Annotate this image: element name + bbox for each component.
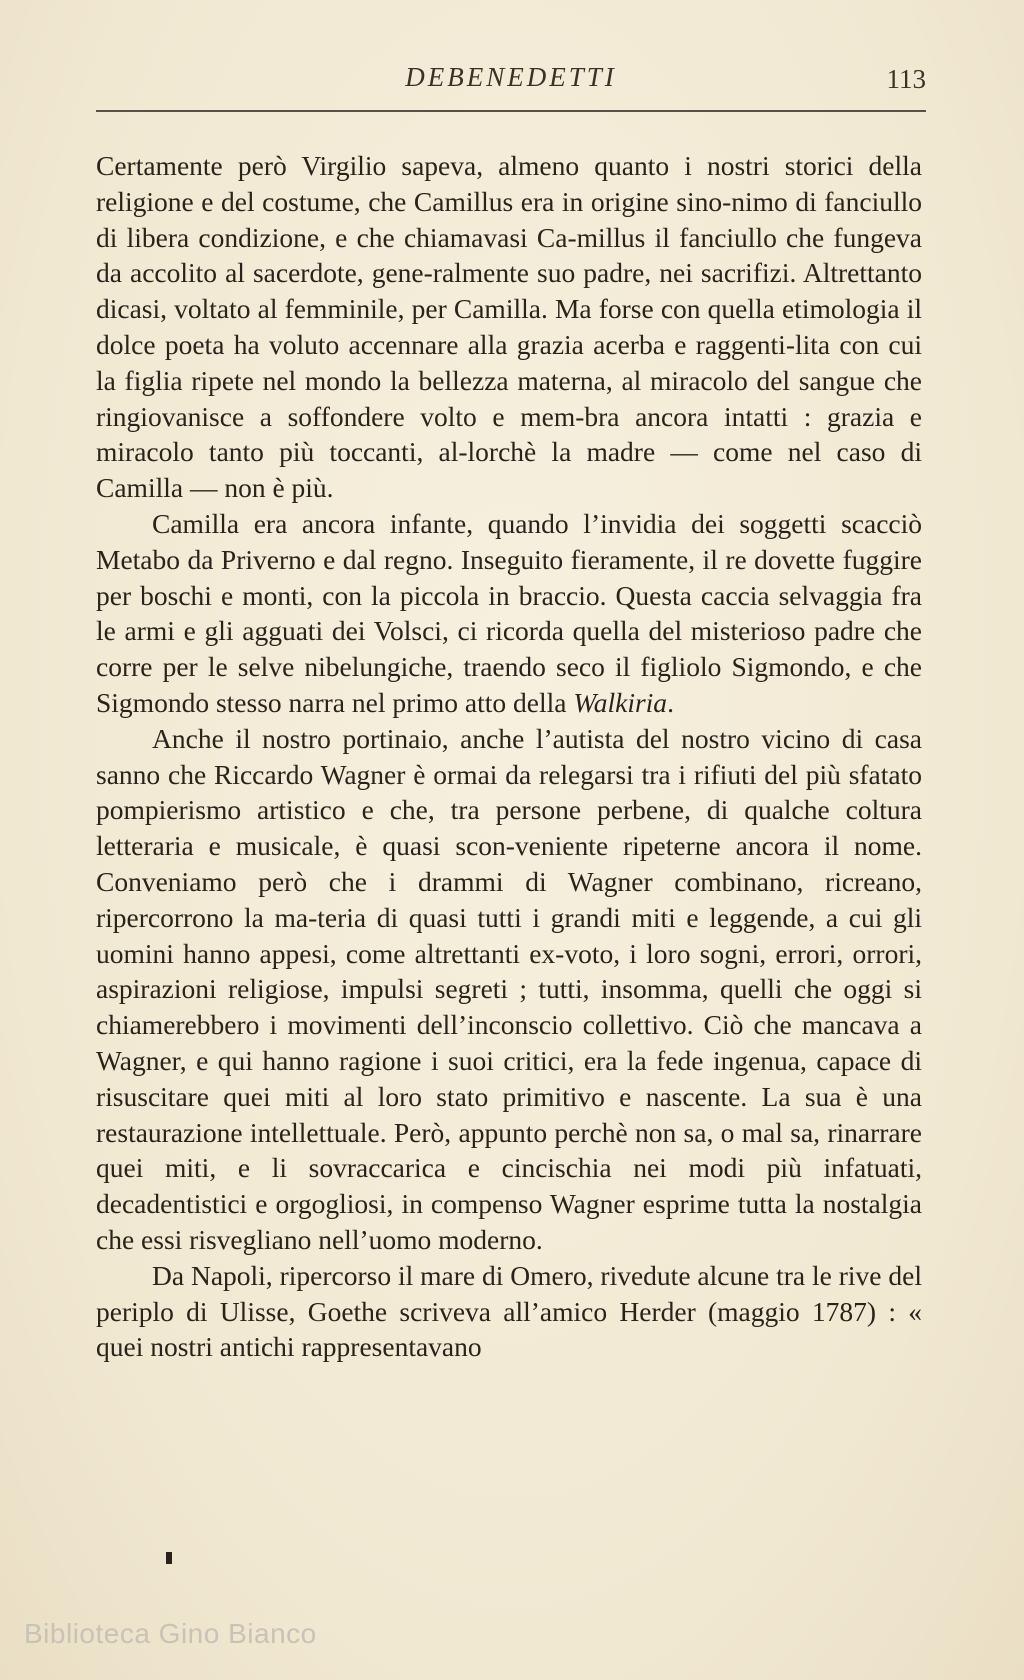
paragraph-1: Certamente però Virgilio sapeva, almeno quanto i nostri storici della religione e del costume, che Camillus era in origine sino-nimo di fanciullo di libera condizione, e che chiamavasi Ca-millus il fanciullo che fungeva da accolito al sacerdote, gene-ralmente suo padre, nei sacrifizi. Altrettanto dicasi, voltato al femminile, per Camilla. Ma forse con quella etimologia il dolce poeta ha voluto accennare alla grazia acerba e raggenti-lita con cui la figlia ripete nel mondo la bellezza materna, al miracolo del sangue che ringiovanisce a soffondere volto e mem-bra ancora intatti : grazia e miracolo tanto più toccanti, al-lorchè la madre — come nel caso di Camilla — non è più. — [96, 150, 922, 504]
paragraph-2-text: Camilla era ancora infante, quando l’invidia dei soggetti scacciò Metabo da Priverno e dal regno. Inseguito fieramente, il re dovette fuggire per boschi e monti, con la piccola in braccio. Questa caccia selvaggia fra le armi e gli agguati dei Volsci, ci ricorda quella del misterioso padre che corre per le selve nibelungiche, traendo seco il figliolo Sigmondo, e che Sigmondo stesso narra nel primo atto della — [96, 507, 922, 718]
header-rule — [96, 110, 926, 112]
ink-mark — [166, 1552, 172, 1564]
page-number: 113 — [886, 64, 926, 94]
paragraph-2 — [96, 506, 922, 721]
library-watermark: Biblioteca Gino Bianco — [24, 1618, 317, 1649]
running-head: DEBENEDETTI — [405, 62, 617, 92]
italic-title: Walkiria — [573, 686, 668, 718]
italic-title-suffix: . — [667, 686, 674, 718]
body-text — [96, 148, 922, 1365]
paragraph-4: Da Napoli, ripercorso il mare di Omero, rivedute alcune tra le rive del periplo di Ulisse, Goethe scriveva all’amico Herder (maggio 1787) : « quei nostri antichi rappresentavano — [96, 1259, 922, 1363]
paragraph-3: Anche il nostro portinaio, anche l’autista del nostro vicino di casa sanno che Riccardo Wagner è ormai da relegarsi tra i rifiuti del più sfatato pompierismo artistico e che, tra persone perbene, di qualche coltura letteraria e musicale, è quasi scon-veniente ripeterne ancora il nome. Conveniamo però che i drammi di Wagner combinano, ricreano, ripercorrono la ma-teria di quasi tutti i grandi miti e leggende, a cui gli uomini hanno appesi, come altrettanti ex-voto, i loro sogni, errori, orrori, aspirazioni religiose, impulsi segreti ; tutti, insomma, quelli che oggi si chiamerebbero i movimenti dell’inconscio collettivo. Ciò che mancava a Wagner, e qui hanno ragione i suoi critici, era la fede ingenua, capace di risuscitare quei miti al loro stato primitivo e nascente. La sua è una restaurazione intellettuale. Però, appunto perchè non sa, o mal sa, rinarrare quei miti, e li sovraccarica e cincischia nei modi più infatuati, decadentistici e orgogliosi, in compenso Wagner esprime tutta la nostalgia che essi risvegliano nell’uomo moderno. — [96, 722, 922, 1255]
page-header — [96, 62, 926, 102]
